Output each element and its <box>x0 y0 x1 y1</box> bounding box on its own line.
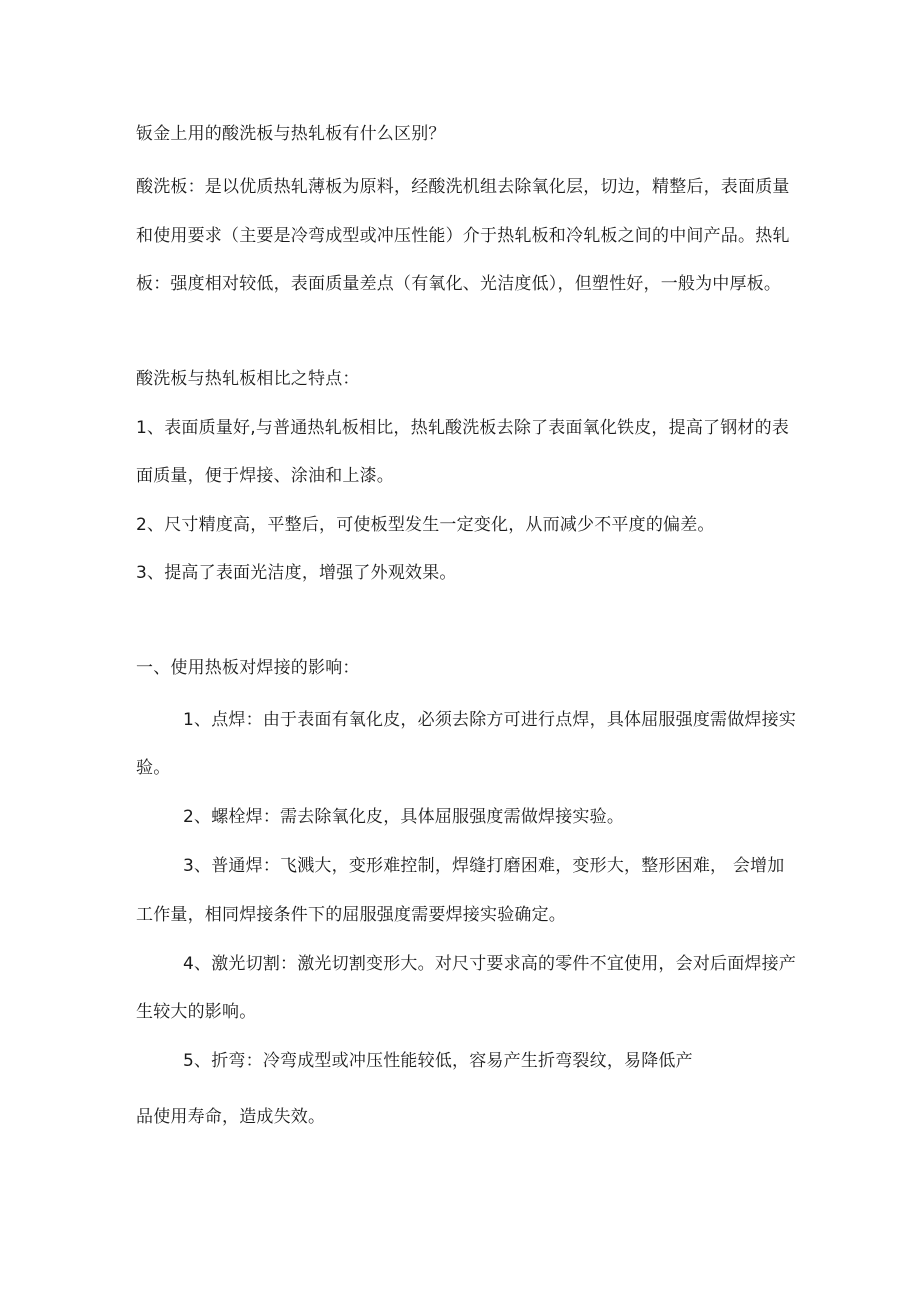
feature-line: 2、尺寸精度高，平整后，可使板型发生一定变化，从而减少不平度的偏差。 <box>136 515 715 535</box>
definition-line: 酸洗板：是以优质热轧薄板为原料，经酸洗机组去除氧化层，切边，精整后，表面质量 <box>136 177 790 197</box>
welding-item-line: 工作量，相同焊接条件下的屈服强度需要焊接实验确定。 <box>136 905 566 925</box>
welding-item-line: 5、折弯：冷弯成型或冲压性能较低，容易产生折弯裂纹，易降低产 <box>183 1051 693 1071</box>
definition-line: 板：强度相对较低，表面质量差点（有氧化、光洁度低），但塑性好，一般为中厚板。 <box>136 274 782 294</box>
welding-item-line: 验。 <box>136 758 171 778</box>
document-title: 钣金上用的酸洗板与热轧板有什么区别？ <box>136 124 446 144</box>
welding-item-line: 4、激光切割：激光切割变形大。对尺寸要求高的零件不宜使用，会对后面焊接产 <box>183 954 797 974</box>
welding-heading: 一、使用热板对焊接的影响： <box>136 658 360 678</box>
feature-line: 1、表面质量好,与普通热轧板相比，热轧酸洗板去除了表面氧化铁皮，提高了钢材的表 <box>136 418 790 438</box>
welding-item-line: 3、普通焊：飞溅大，变形难控制，焊缝打磨困难，变形大，整形困难， 会增加 <box>183 856 785 876</box>
welding-item-line: 1、点焊：由于表面有氧化皮，必须去除方可进行点焊，具体屈服强度需做焊接实 <box>183 710 797 730</box>
welding-item-line: 品使用寿命，造成失效。 <box>136 1107 326 1127</box>
feature-line: 3、提高了表面光洁度，增强了外观效果。 <box>136 563 457 583</box>
welding-item-line: 2、螺栓焊：需去除氧化皮，具体屈服强度需做焊接实验。 <box>183 807 625 827</box>
features-heading: 酸洗板与热轧板相比之特点： <box>136 369 360 389</box>
definition-line: 和使用要求（主要是冷弯成型或冲压性能）介于热轧板和冷轧板之间的中间产品。热轧 <box>136 226 790 246</box>
welding-item-line: 生较大的影响。 <box>136 1002 257 1022</box>
feature-line: 面质量，便于焊接、涂油和上漆。 <box>136 466 394 486</box>
